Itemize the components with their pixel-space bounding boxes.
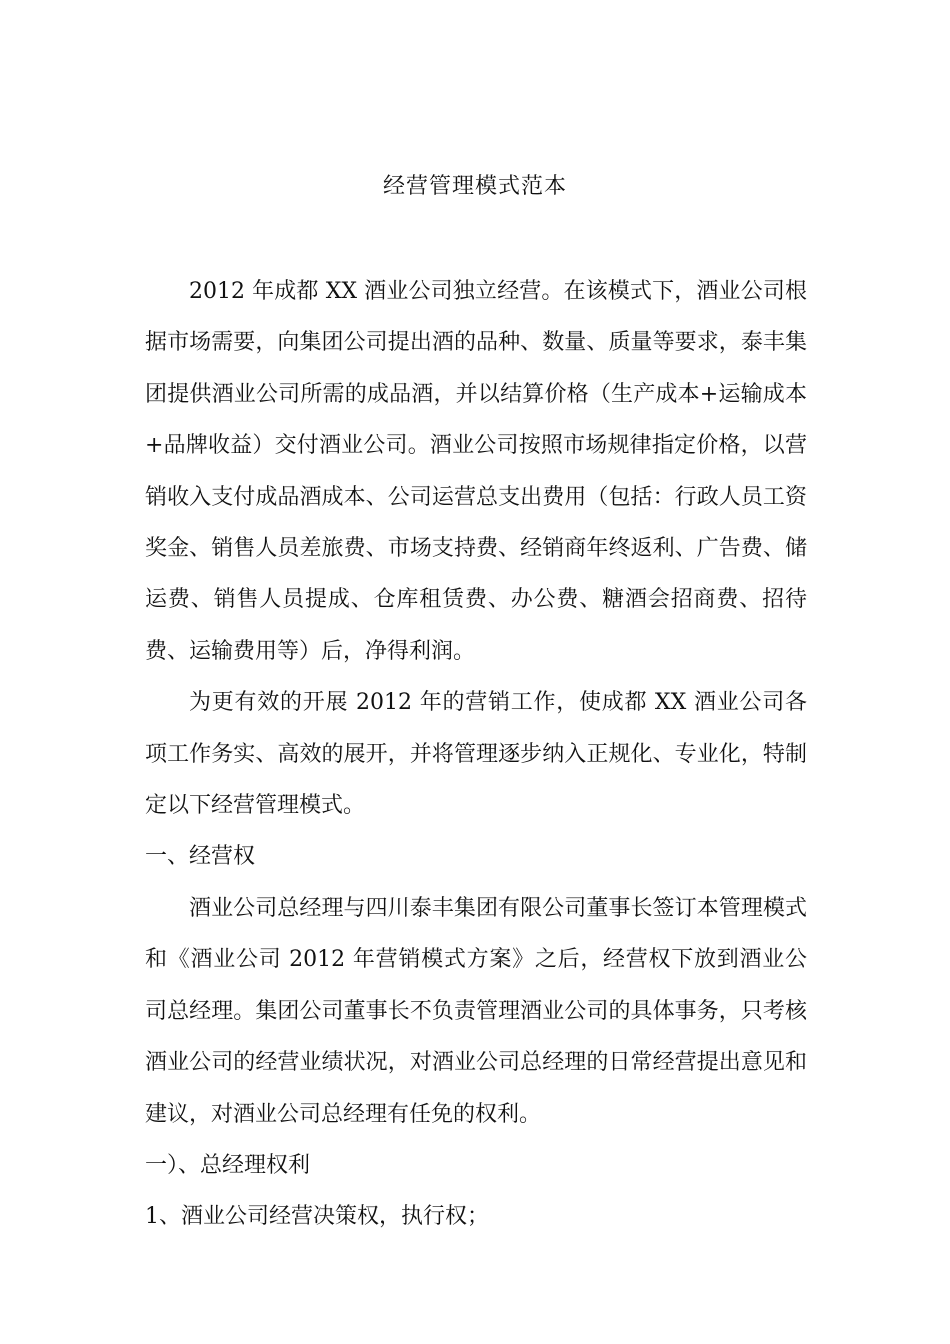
document-title: 经营管理模式范本 [382,174,567,199]
subsection-heading-gm-rights: 一）、总经理权利 [145,1152,311,1178]
list-item-decision-rights: 1、酒业公司经营决策权，执行权； [145,1204,489,1230]
section-heading-operating-rights: 一、经营权 [145,844,256,870]
paragraph-operating-rights: 酒业公司总经理与四川泰丰集团有限公司董事长签订本管理模式和《酒业公司 2012 年营销模式方案》之后，经营权下放到酒业公司总经理。集团公司董事长不负责管理酒业公司的具体事务，只考核酒业公司的经营业绩状况，对酒业公司总经理的日常经营提出意见和建议，对酒业公司总经理有任免的权利。 [145,895,807,1127]
paragraph-purpose: 为更有效的开展 2012 年的营销工作，使成都 XX 酒业公司各项工作务实、高效的展开，并将管理逐步纳入正规化、专业化，特制定以下经营管理模式。 [145,690,807,819]
document-body [145,266,807,1243]
paragraph-independent-operation: 2012 年成都 XX 酒业公司独立经营。在该模式下，酒业公司根据市场需要，向集团公司提出酒的品种、数量、质量等要求，泰丰集团提供酒业公司所需的成品酒，并以结算价格（生产成本+运输成本+品牌收益）交付酒业公司。酒业公司按照市场规律指定价格，以营销收入支付成品酒成本、公司运营总支出费用（包括：行政人员工资奖金、销售人员差旅费、市场支持费、经销商年终返利、广告费、储运费、销售人员提成、仓库租赁费、办公费、糖酒会招商费、招待费、运输费用等）后，净得利润。 [145,279,807,664]
